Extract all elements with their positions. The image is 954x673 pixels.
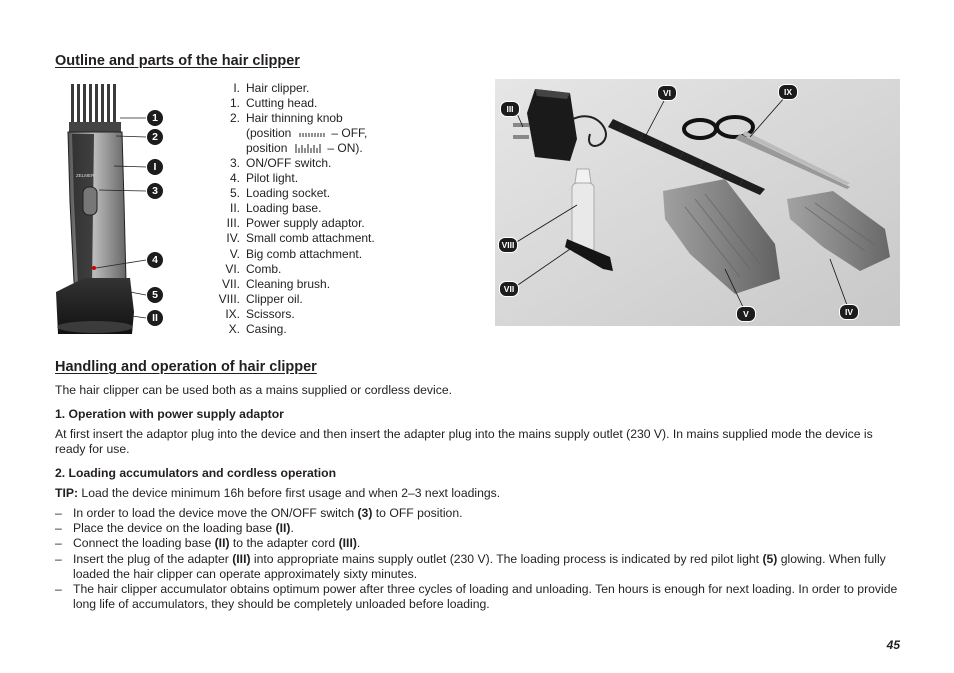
page-number: 45 xyxy=(886,638,900,652)
photo-label-III: III xyxy=(500,101,520,117)
list-item: V. Big comb attachment. xyxy=(229,246,363,261)
photo-label-VI: VI xyxy=(657,85,677,101)
clipper-brand-text: ZELMER xyxy=(76,173,95,178)
list-item: – The hair clipper accumulator obtains optimum power after three cycles of loading and unloading. Ten hours is enough for next loading. In order to provide long life of accumulators, they should be completely unloaded before loading. xyxy=(55,582,898,612)
list-item: 1. Cutting head. xyxy=(229,96,318,111)
subheading-loading: 2. Loading accumulators and cordless operation xyxy=(55,466,337,480)
label-4: 4 xyxy=(147,252,163,268)
off-position-icon xyxy=(298,130,328,138)
list-item: – In order to load the device move the ON/OFF switch (3) to OFF position. xyxy=(55,506,463,520)
list-item: 4. Pilot light. xyxy=(229,171,299,186)
label-I: I xyxy=(147,159,163,175)
list-item: – Connect the loading base (II) to the adapter cord (III). xyxy=(55,536,361,551)
section-title-outline: Outline and parts of the hair clipper xyxy=(55,53,300,69)
label-II: II xyxy=(147,310,163,326)
list-item: – Insert the plug of the adapter (III) into appropriate mains supply outlet (230 V). The loading process is indicated by red pilot light (5) glowing. When fully loaded the hair clipper can operate approximately sixty minutes. xyxy=(55,551,886,581)
list-item: – Place the device on the loading base (II). xyxy=(55,521,294,536)
photo-label-VII: VII xyxy=(499,281,519,297)
parts-list xyxy=(200,81,400,337)
list-item: IV. Small comb attachment. xyxy=(226,231,375,246)
subheading-power-adaptor: 1. Operation with power supply adaptor xyxy=(55,407,284,421)
instruction-list xyxy=(55,506,900,612)
label-2: 2 xyxy=(147,129,163,145)
list-item-continued: position – ON). xyxy=(246,141,363,156)
section-title-handling: Handling and operation of hair clipper xyxy=(55,359,317,375)
photo-label-V: V xyxy=(736,306,756,322)
label-5: 5 xyxy=(147,287,163,303)
label-1: 1 xyxy=(147,110,163,126)
accessories-photo xyxy=(495,79,900,326)
list-item: VIII. Clipper oil. xyxy=(218,291,303,306)
tip-label: TIP: xyxy=(55,486,79,500)
accessories-drawing xyxy=(495,79,900,326)
list-item: IX. Scissors. xyxy=(225,306,295,321)
paragraph-power-adaptor: At first insert the adaptor plug into the device and then insert the adapter plug into the mains supply outlet (230 V). In mains supplied mode the device is ready for use. xyxy=(55,427,873,457)
tip-text: Load the device minimum 16h before first usage and when 2–3 next loadings. xyxy=(78,486,501,500)
photo-label-VIII: VIII xyxy=(498,237,518,253)
list-item-continued: (position – OFF, xyxy=(246,126,368,141)
label-3: 3 xyxy=(147,183,163,199)
list-item: 2. Hair thinning knob xyxy=(229,111,343,126)
list-item: I. Hair clipper. xyxy=(233,81,310,95)
list-item: X. Casing. xyxy=(228,321,287,336)
photo-label-IV: IV xyxy=(839,304,859,320)
list-item: II. Loading base. xyxy=(229,201,322,216)
list-item: 5. Loading socket. xyxy=(229,186,331,201)
list-item: 3. ON/OFF switch. xyxy=(229,156,332,171)
list-item: VII. Cleaning brush. xyxy=(221,276,331,291)
photo-label-IX: IX xyxy=(778,84,798,100)
list-item: VI. Comb. xyxy=(225,261,282,276)
intro-paragraph: The hair clipper can be used both as a mains supplied or cordless device. xyxy=(55,383,452,397)
list-item: III. Power supply adaptor. xyxy=(226,216,365,231)
tip-paragraph xyxy=(55,486,900,501)
clipper-illustration xyxy=(54,82,169,340)
on-position-icon xyxy=(294,144,324,154)
